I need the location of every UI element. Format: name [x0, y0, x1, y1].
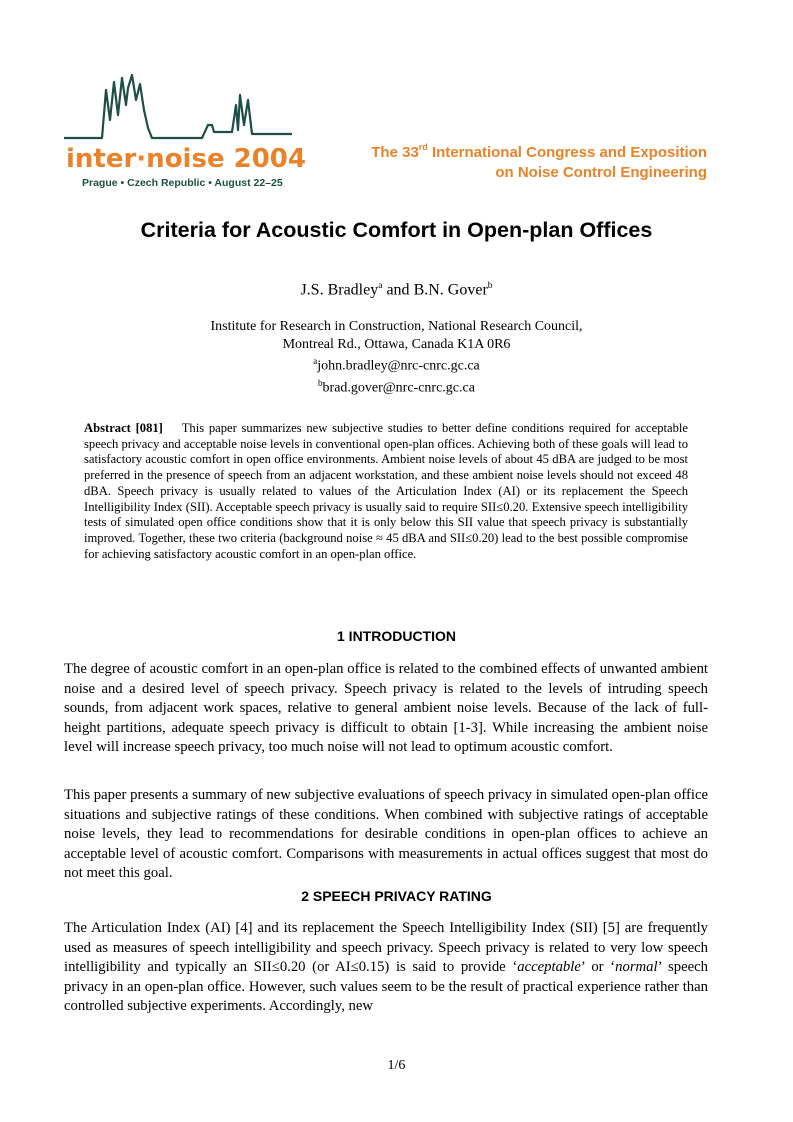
congress-line-1-post: International Congress and Exposition — [427, 144, 707, 161]
abstract-label: Abstract [081] — [84, 421, 163, 435]
author-2: B.N. Gover — [413, 281, 488, 299]
email-b — [0, 375, 793, 397]
section-2-text-a: The Articulation Index (AI) [4] and its replacement the Speech Intelligibility Index (SII) [5] are frequently used as measures of speech intelligibility and speech privacy. Speech privacy is related to very low speech intelligibility and typically an SII≤0.20 (or AI≤0.15) is said to provide ‘ — [64, 920, 708, 975]
affiliation-line-1: Institute for Research in Construction, National Research Council, — [210, 319, 583, 334]
paper-title: Criteria for Acoustic Comfort in Open-plan Offices — [140, 218, 653, 242]
section-2-heading: 2 SPEECH PRIVACY RATING — [301, 888, 492, 904]
email-a-sup: a — [313, 356, 318, 366]
email-b-sup: b — [318, 378, 323, 389]
section-2-paragraph-1 — [64, 919, 708, 1017]
affiliation-line-2: Montreal Rd., Ottawa, Canada K1A 0R6 — [282, 336, 511, 352]
affiliation-block — [0, 318, 793, 397]
skyline-waveform-icon — [62, 70, 297, 150]
section-2-italic-normal: normal — [615, 959, 658, 975]
congress-line-1-pre: The 33 — [371, 144, 419, 161]
section-1-heading: 1 INTRODUCTION — [337, 628, 456, 644]
page-number: 1/6 — [387, 1058, 406, 1073]
section-2-italic-acceptable: acceptable — [517, 959, 581, 975]
section-2-text-c: ’ speech privacy in an open-plan office. However, such values seem to be the result of practical experience rather than controlled subjective experiments. Accordingly, new — [64, 959, 708, 1014]
section-2-text-b: ’ or ‘ — [580, 959, 616, 975]
section-1-paragraph-1: The degree of acoustic comfort in an open-plan office is related to the combined effects of unwanted ambient noise and a desired level of speech privacy. Speech privacy is related to the levels of intruding speech sounds, from adjacent work spaces, relative to general ambient noise levels. Because of the lack of full-height partitions, adequate speech privacy is difficult to obtain [1-3]. While increasing the ambient noise level will increase speech privacy, too much noise will not lead to optimum acoustic comfort. — [64, 661, 708, 755]
email-b-address[interactable]: brad.gover@nrc-cnrc.gc.ca — [322, 380, 475, 396]
logo-wordmark: inter·noise 2004 — [66, 144, 306, 174]
abstract — [84, 421, 688, 562]
internoise-logo — [62, 70, 306, 195]
congress-line-1 — [371, 138, 707, 163]
section-1-paragraph-2: This paper presents a summary of new subjective evaluations of speech privacy in simulated open-plan office situations and subjective ratings of these conditions. When combined with subjective ratings of acceptable noise levels, they lead to recommendations for desirable conditions in open-plan offices to achieve an acceptable level of acoustic comfort. Comparisons with measurements in actual offices suggest that most do not meet this goal. — [64, 787, 708, 881]
logo-subtitle: Prague • Czech Republic • August 22–25 — [82, 177, 283, 189]
abstract-text: This paper summarizes new subjective studies to better define conditions required for acceptable speech privacy and acceptable noise levels in conventional open-plan offices. Achieving both of these goals will lead to satisfactory acoustic comfort in open office environments. Ambient noise levels of about 45 dBA are judged to be most preferred in the presence of speech from an adjacent workstation, and these ambient noise levels should not exceed 48 dBA. Speech privacy is usually related to values of the Articulation Index (AI) or its replacement the Speech Intelligibility Index (SII). Acceptable speech privacy is usually said to require SII≤0.20. Extensive speech intelligibility tests of simulated open office conditions show that it is only below this SII value that speech privacy is substantially improved. Together, these two criteria (background noise ≈ 45 dBA and SII≤0.20) lead to the best possible compromise for achieving satisfactory acoustic comfort in an open-plan office. — [84, 421, 688, 561]
congress-line-2: on Noise Control Engineering — [495, 164, 707, 181]
author-separator: and — [382, 281, 414, 299]
email-a — [0, 353, 793, 375]
author-2-sup: b — [487, 281, 493, 291]
congress-ordinal: rd — [418, 142, 428, 152]
email-a-address[interactable]: john.bradley@nrc-cnrc.gc.ca — [317, 358, 480, 374]
author-1-sup: a — [378, 281, 383, 291]
author-list — [0, 281, 793, 299]
author-1: J.S. Bradley — [300, 281, 379, 299]
congress-header — [371, 138, 707, 183]
